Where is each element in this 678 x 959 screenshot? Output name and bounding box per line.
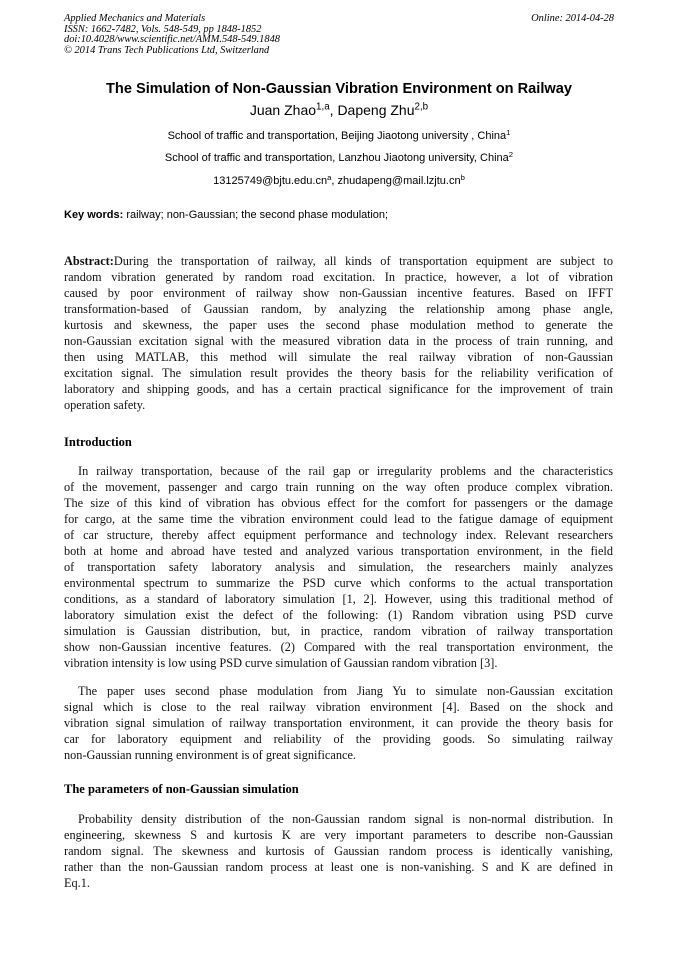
paragraph-line: vibration signal simulation of railway transportation environment, it can provide the theory basis for xyxy=(64,716,613,730)
paragraph-line: car for laboratory equipment and reliability of the providing goods. So simulating railway xyxy=(64,732,613,746)
author-line xyxy=(0,100,678,120)
abstract-label: Abstract: xyxy=(64,254,114,268)
paragraph-line: for cargo, at the same time the vibration environment could lead to the fatigue damage of equipment xyxy=(64,512,613,526)
abstract-line: laboratory and shipping goods, and has a certain practical significance for the improvement of train xyxy=(64,382,613,396)
author-name-2: Dapeng Zhu xyxy=(337,102,415,118)
abstract-line: random vibration generated by random road excitation. In practice, however, a lot of vibration xyxy=(64,270,613,284)
affiliation-2 xyxy=(0,151,678,165)
abstract-line: operation safety. xyxy=(64,398,146,412)
author-name-1: Juan Zhao xyxy=(249,102,317,118)
paragraph-line: conditions, as a standard of laboratory simulation [1, 2]. However, using this traditional method of xyxy=(64,592,613,606)
paragraph-line: show non-Gaussian incentive features. (2) Compared with the real transportation environment, the xyxy=(64,640,613,654)
keywords-text: railway; non-Gaussian; the second phase modulation; xyxy=(123,209,389,221)
section-heading-parameters: The parameters of non-Gaussian simulation xyxy=(64,782,299,796)
email-line xyxy=(0,174,678,188)
abstract-line: non-Gaussian excitation signal with the measured vibration data in the process of train running, and xyxy=(64,334,613,348)
abstract xyxy=(64,253,613,413)
paragraph-line: non-Gaussian running environment is of great significance. xyxy=(64,748,356,762)
doi-line: doi:10.4028/www.scientific.net/AMM.548-549.1848 xyxy=(64,34,280,46)
journal-header xyxy=(64,14,616,56)
paper-title: The Simulation of Non-Gaussian Vibration Environment on Railway xyxy=(106,81,572,97)
email-2: , zhudapeng@mail.lzjtu.cn xyxy=(331,175,461,187)
copyright-line: © 2014 Trans Tech Publications Ltd, Switzerland xyxy=(64,44,270,56)
email-2-mark: b xyxy=(460,172,465,182)
abstract-line: caused by poor environment of railway show non-Gaussian incentive features. Based on IFFT xyxy=(64,286,613,300)
paragraph-line: In railway transportation, because of the rail gap or irregularity problems and the characteristics xyxy=(78,464,613,478)
email-1-mark: a xyxy=(327,172,332,182)
email-1: 13125749@bjtu.edu.cn xyxy=(213,175,328,187)
paragraph-line: The size of this kind of vibration has obvious effect for the comfort for passengers or the damage xyxy=(64,496,613,510)
paragraph-line: random signal. The skewness and kurtosis of Gaussian random process is identically vanishing, xyxy=(64,844,613,858)
intro-paragraph-2 xyxy=(64,683,613,763)
paragraph-line: simulation is Gaussian distribution, but, in practice, random vibration of railway transportation xyxy=(64,624,613,638)
affiliation-1 xyxy=(0,129,678,143)
affiliation-1-mark: 1 xyxy=(506,127,511,137)
abstract-line: then using MATLAB, this method will simulate the real railway vibration of non-Gaussian xyxy=(64,350,613,364)
paragraph-line: vibration intensity is low using PSD curve simulation of Gaussian random vibration [3]. xyxy=(64,656,498,670)
keywords xyxy=(64,208,624,222)
online-date: Online: 2014-04-28 xyxy=(531,13,614,24)
section-heading-introduction: Introduction xyxy=(64,435,132,449)
paragraph-line: The paper uses second phase modulation from Jiang Yu to simulate non-Gaussian excitation xyxy=(78,684,613,698)
paragraph-line: engineering, skewness S and kurtosis K are very important parameters to describe non-Gaussian xyxy=(64,828,613,842)
parameters-paragraph-1 xyxy=(64,811,613,891)
abstract-line: kurtosis and skewness, the paper uses the second phase modulation method to generate the xyxy=(64,318,613,332)
intro-paragraph-1 xyxy=(64,463,613,671)
abstract-line: excitation signal. The simulation result provides the theory basis for the reliability verification of xyxy=(64,366,613,380)
author-2-affil-mark: 2,b xyxy=(414,101,429,113)
affiliation-2-mark: 2 xyxy=(508,149,514,159)
author-separator: , xyxy=(329,102,338,118)
journal-name: Applied Mechanics and Materials xyxy=(64,13,206,24)
paragraph-line: of transportation safety laboratory analysis and simulation, the researchers mainly analyzes xyxy=(64,560,613,574)
keywords-label: Key words: xyxy=(64,209,124,221)
paragraph-line: both at home and abroad have tested and analyzed various transportation environment, in the field xyxy=(64,544,613,558)
abstract-line xyxy=(64,253,613,269)
author-1-affil-mark: 1,a xyxy=(316,101,330,113)
paragraph-line: Probability density distribution of the non-Gaussian random signal is non-normal distribution. In xyxy=(78,812,613,826)
affiliation-2-text: School of traffic and transportation, Lanzhou Jiaotong university, China xyxy=(164,152,509,164)
paragraph-line: rather than the non-Gaussian random process at least one is non-vanishing. S and K are defined in xyxy=(64,860,613,874)
abstract-line-text: During the transportation of railway, all kinds of transportation equipment are subject to xyxy=(113,254,613,268)
paragraph-line: laboratory simulation exist the defect of the following: (1) Random vibration using PSD curve xyxy=(64,608,613,622)
abstract-line: transformation-based of Gaussian random, by analyzing the relationship among phase angle, xyxy=(64,302,613,316)
issn-line: ISSN: 1662-7482, Vols. 548-549, pp 1848-1852 xyxy=(64,23,262,35)
affiliation-1-text: School of traffic and transportation, Beijing Jiaotong university , China xyxy=(167,130,507,142)
paragraph-line: of car structure, thereby affect equipment performance and technology index. Relevant researchers xyxy=(64,528,613,542)
paragraph-line: environmental spectrum to summarize the PSD curve which conforms to the actual transportation xyxy=(64,576,613,590)
paragraph-line: signal which is close to the real railway vibration environment [4]. Based on the shock and xyxy=(64,700,613,714)
paragraph-line: of the movement, passenger and cargo train running on the way often produce complex vibration. xyxy=(64,480,613,494)
paragraph-line: Eq.1. xyxy=(64,876,90,890)
